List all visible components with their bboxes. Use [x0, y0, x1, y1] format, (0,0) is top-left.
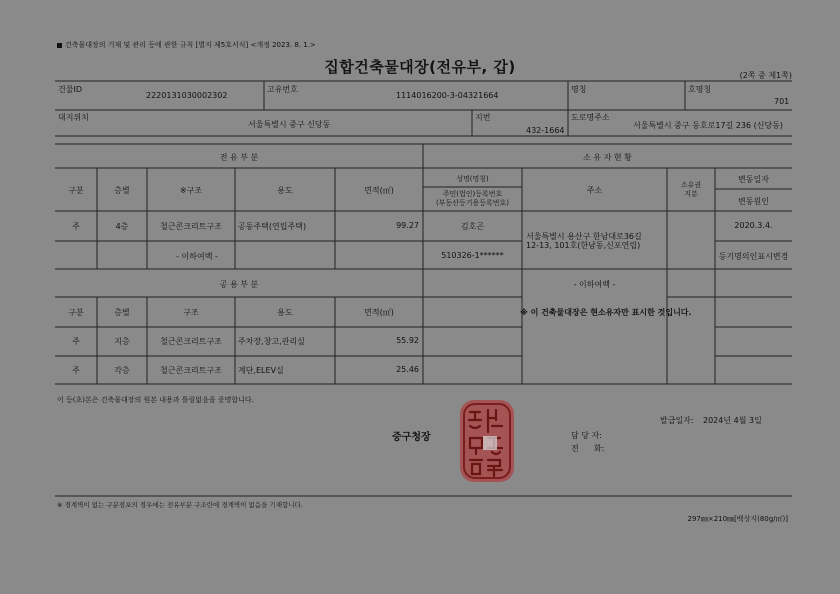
form-reference-text: 건축물대장의 기재 및 관리 등에 관한 규칙 [별지 제5호서식] <개정 2023. 8. 1.> [65, 41, 316, 49]
common-header-structure: 구조 [183, 308, 199, 317]
common-row1-floor: 지층 [114, 337, 130, 346]
building-id-value: 2220131030002302 [146, 91, 228, 100]
issue-date-label: 발급일자: [660, 416, 694, 425]
unique-no-label: 고유번호 [267, 85, 298, 94]
site-value: 서울특별시 중구 신당동 [248, 120, 331, 129]
unit-label: 호명칭 [688, 85, 712, 94]
page-indicator: (2쪽 중 제1쪽) [739, 71, 792, 80]
common-row2-use: 계단,ELEV실 [238, 366, 284, 375]
common-header-use: 용도 [277, 308, 293, 317]
excl-header-type: 구분 [68, 186, 84, 195]
owner-notice: ※ 이 건축물대장은 현소유자만 표시한 것입니다. [520, 308, 692, 317]
common-row1-use: 주차장,창고,관리실 [238, 337, 305, 346]
common-row2-type: 주 [72, 366, 80, 375]
road-address-label: 도로명주소 [571, 113, 610, 122]
common-header-type: 구분 [68, 308, 84, 317]
road-address-value: 서울특별시 중구 동호로17길 236 (신당동) [633, 121, 784, 130]
owner-name: 김호곤 [460, 222, 485, 231]
owner-id-number: 510326-1****** [441, 251, 504, 260]
issuer-name: 중구청장 [392, 432, 431, 443]
excl-row-floor: 4층 [115, 222, 129, 231]
issue-date-value: 2024년 4월 3일 [703, 416, 762, 425]
excl-header-area: 면적(㎡) [364, 186, 394, 195]
unit-value: 701 [774, 97, 790, 106]
common-row2-floor: 각층 [114, 366, 130, 375]
site-label: 대지위치 [58, 113, 89, 122]
lot-label: 지번 [475, 113, 491, 122]
excl-header-structure: ※구조 [179, 186, 203, 195]
common-row2-structure: 철근콘크리트구조 [160, 366, 222, 375]
excl-blank-marker: - 이하여백 - [176, 252, 218, 261]
owner-header-address: 주소 [586, 186, 603, 195]
common-row1-type: 주 [72, 337, 80, 346]
unique-no-value: 1114016200-3-04321664 [396, 91, 499, 100]
excl-row-structure: 철근콘크리트구조 [160, 222, 222, 231]
owner-address-line2: 12-13, 101호(한남동,신포연립) [526, 241, 641, 250]
name-label: 명칭 [571, 85, 587, 94]
excl-header-floor: 층별 [114, 186, 130, 195]
owner-header-change-date: 변동일자 [738, 175, 769, 184]
owner-change-cause: 등기명의인표시변경 [718, 252, 789, 261]
owner-header-share: 소유권 지분 [680, 181, 702, 198]
owner-section-title: 소 유 자 현 황 [583, 153, 632, 162]
excl-header-use: 용도 [277, 186, 293, 195]
owner-header-change-cause: 변동원인 [738, 197, 769, 206]
document-title: 집합건축물대장(전유부, 갑) [324, 58, 516, 76]
official-seal-icon [458, 398, 516, 484]
certification-statement: 이 등(초)본은 건축물대장의 원본 내용과 틀림없음을 증명합니다. [57, 396, 254, 404]
owner-address-line1: 서울특별시 용산구 한남대로36길 [526, 232, 642, 241]
building-id-label: 건물ID [58, 85, 82, 94]
lot-value: 432-1664 [526, 126, 565, 135]
common-section-title: 공 용 부 분 [219, 280, 259, 289]
clerk-label: 담 당 자: [571, 431, 602, 440]
excl-row-area: 99.27 [396, 221, 419, 230]
paper-spec: 297㎜×210㎜[백상지(80g/㎡)] [687, 515, 788, 523]
excl-row-type: 주 [72, 222, 80, 231]
exclusive-section-title: 전 유 부 분 [219, 153, 259, 162]
excl-row-use: 공동주택(연립주택) [238, 222, 307, 231]
owner-header-name: 성명(명칭) [456, 175, 489, 183]
owner-header-id: 주민(법인)등록번호 (부동산등기용등록번호) [435, 190, 510, 207]
common-row1-structure: 철근콘크리트구조 [160, 337, 222, 346]
common-header-area: 면적(㎡) [364, 308, 394, 317]
owner-change-date: 2020.3.4. [734, 221, 773, 230]
owner-blank-marker: - 이하여백 - [573, 280, 616, 289]
footnote: ※ 경계벽이 없는 구분점포의 경우에는 전유부분 구조란에 경계벽이 없음을 기재합니다. [57, 501, 303, 509]
common-header-floor: 층별 [114, 308, 130, 317]
phone-label: 전 화: [571, 444, 605, 453]
common-row2-area: 25.46 [396, 365, 419, 374]
common-row1-area: 55.92 [396, 336, 419, 345]
